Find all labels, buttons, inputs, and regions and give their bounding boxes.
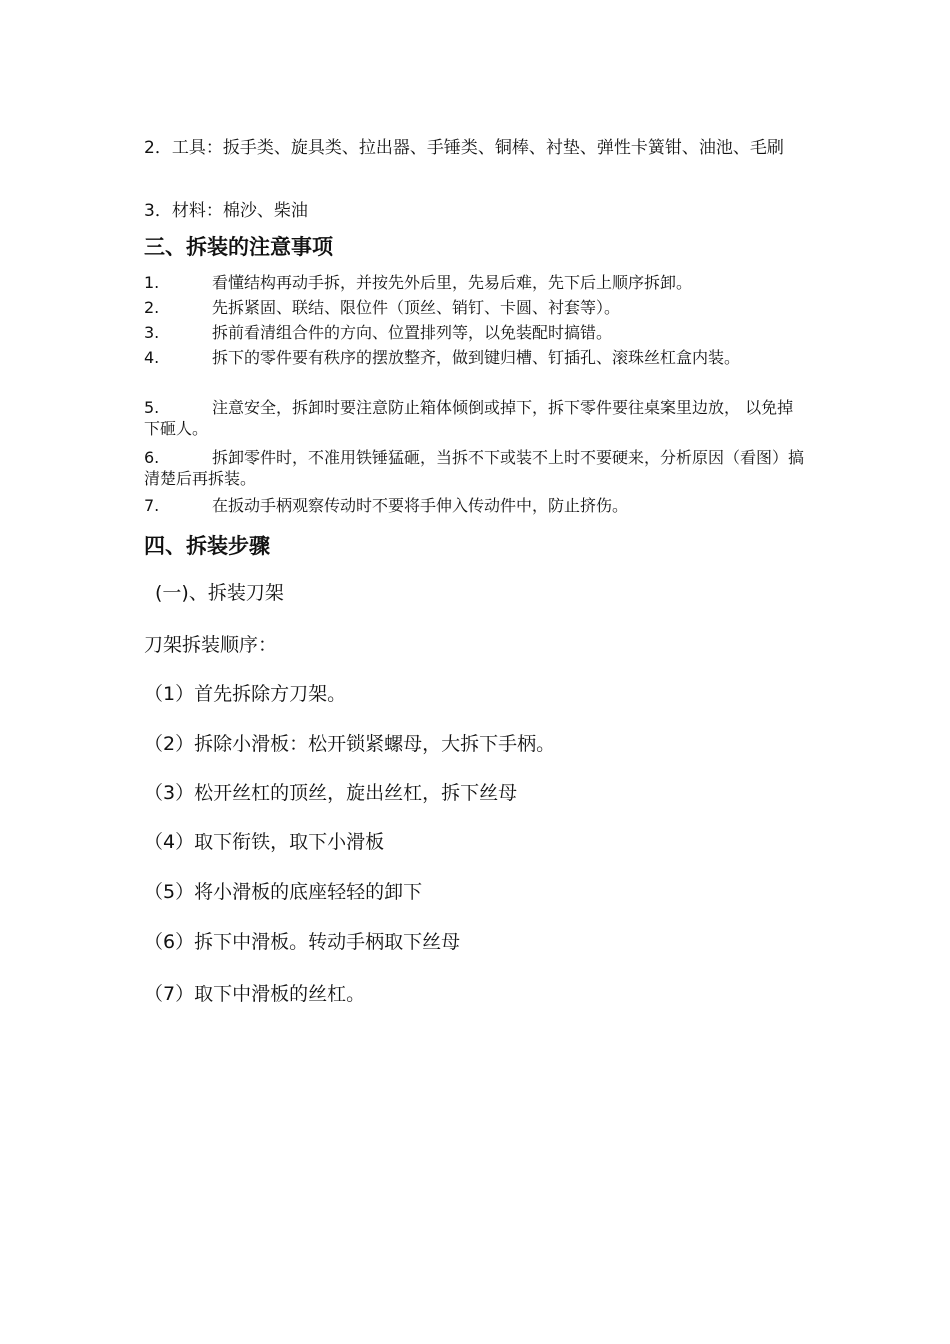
list-item [144, 447, 809, 489]
list-number: 7. [144, 496, 160, 515]
step-item: （4）取下衔铁，取下小滑板 [144, 831, 385, 853]
step-item: （1）首先拆除方刀架。 [144, 683, 347, 705]
list-number: 5. [144, 398, 160, 417]
step-item: （6）拆下中滑板。转动手柄取下丝母 [144, 931, 461, 953]
list-text: 先拆紧固、联结、限位件（顶丝、销钉、卡圆、衬套等）。 [212, 298, 621, 317]
list-number: 6. [144, 448, 160, 467]
order-label: 刀架拆装顺序： [144, 634, 278, 656]
list-item [144, 347, 809, 368]
list-item [144, 272, 809, 293]
step-item: （2）拆除小滑板：松开锁紧螺母，大拆下手柄。 [144, 733, 556, 755]
subsection-title: (一)、拆装刀架 [155, 582, 284, 604]
section-4-heading: 四、拆装步骤 [144, 534, 270, 558]
tools-paragraph: 2．工具：扳手类、旋具类、拉出器、手锤类、铜棒、衬垫、弹性卡簧钳、油池、毛刷 [144, 138, 784, 158]
list-number: 1. [144, 273, 160, 292]
list-text: 在扳动手柄观察传动时不要将手伸入传动件中，防止挤伤。 [212, 496, 629, 515]
materials-paragraph: 3．材料：棉沙、柴油 [144, 201, 308, 221]
list-text: 注意安全，拆卸时要注意防止箱体倾倒或掉下，拆下零件要往桌案里边放， 以免掉下砸人。 [144, 398, 794, 438]
section-3-heading: 三、拆装的注意事项 [144, 235, 333, 259]
list-text: 拆前看清组合件的方向、位置排列等，以免装配时搞错。 [212, 323, 613, 342]
list-item [144, 397, 809, 439]
step-item: （5）将小滑板的底座轻轻的卸下 [144, 881, 423, 903]
step-item: （7）取下中滑板的丝杠。 [144, 983, 366, 1005]
list-text: 看懂结构再动手拆，并按先外后里，先易后难，先下后上顺序拆卸。 [212, 273, 693, 292]
list-number: 4. [144, 348, 160, 367]
list-text: 拆卸零件时，不准用铁锤猛砸，当拆不下或装不上时不要硬来，分析原因（看图）搞清楚后再拆装。 [144, 448, 805, 488]
list-number: 2. [144, 298, 160, 317]
list-item [144, 495, 809, 516]
list-text: 拆下的零件要有秩序的摆放整齐，做到键归槽、钉插孔、滚珠丝杠盒内装。 [212, 348, 741, 367]
step-item: （3）松开丝杠的顶丝，旋出丝杠，拆下丝母 [144, 782, 518, 804]
list-item [144, 322, 809, 343]
list-item [144, 297, 809, 318]
list-number: 3. [144, 323, 160, 342]
